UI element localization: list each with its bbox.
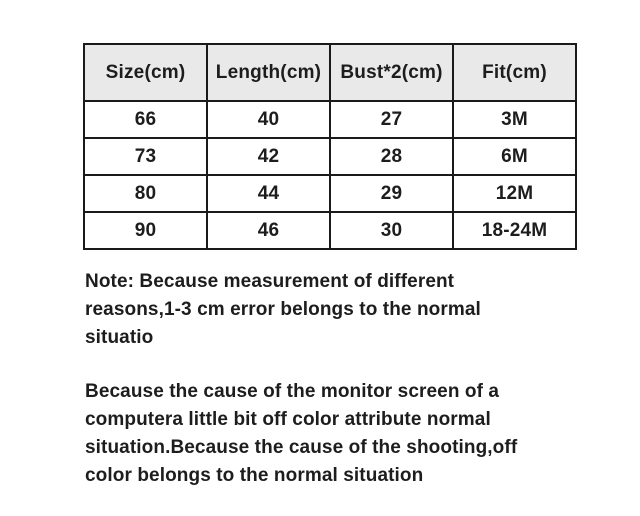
- table-cell-fit: 18-24M: [453, 212, 576, 249]
- table-cell-length: 42: [207, 138, 330, 175]
- table-cell-length: 46: [207, 212, 330, 249]
- size-chart-header-row: [84, 44, 576, 101]
- table-cell-fit: 6M: [453, 138, 576, 175]
- table-cell-bust: 30: [330, 212, 453, 249]
- column-header-length: Length(cm): [207, 44, 330, 101]
- table-row: [84, 138, 576, 175]
- table-cell-bust: 29: [330, 175, 453, 212]
- table-cell-size: 73: [84, 138, 207, 175]
- table-row: [84, 101, 576, 138]
- note-line: Because the cause of the monitor screen of a: [85, 381, 500, 402]
- note-line: situation.Because the cause of the shooting,off: [85, 437, 518, 458]
- note-line: computera little bit off color attribute normal: [85, 409, 491, 430]
- table-row: [84, 212, 576, 249]
- table-cell-size: 90: [84, 212, 207, 249]
- note-line: situatio: [85, 327, 154, 348]
- note-line: color belongs to the normal situation: [85, 465, 424, 486]
- note-line: reasons,1-3 cm error belongs to the normal: [85, 299, 481, 320]
- table-cell-fit: 12M: [453, 175, 576, 212]
- table-cell-length: 44: [207, 175, 330, 212]
- column-header-bust: Bust*2(cm): [330, 44, 453, 101]
- table-cell-size: 80: [84, 175, 207, 212]
- size-chart-table: [83, 43, 577, 250]
- table-cell-fit: 3M: [453, 101, 576, 138]
- color-note: [85, 378, 585, 490]
- table-cell-size: 66: [84, 101, 207, 138]
- column-header-fit: Fit(cm): [453, 44, 576, 101]
- table-cell-bust: 28: [330, 138, 453, 175]
- measurement-note: [85, 268, 585, 352]
- table-cell-bust: 27: [330, 101, 453, 138]
- table-cell-length: 40: [207, 101, 330, 138]
- column-header-size: Size(cm): [84, 44, 207, 101]
- note-line: Note: Because measurement of different: [85, 271, 455, 292]
- table-row: [84, 175, 576, 212]
